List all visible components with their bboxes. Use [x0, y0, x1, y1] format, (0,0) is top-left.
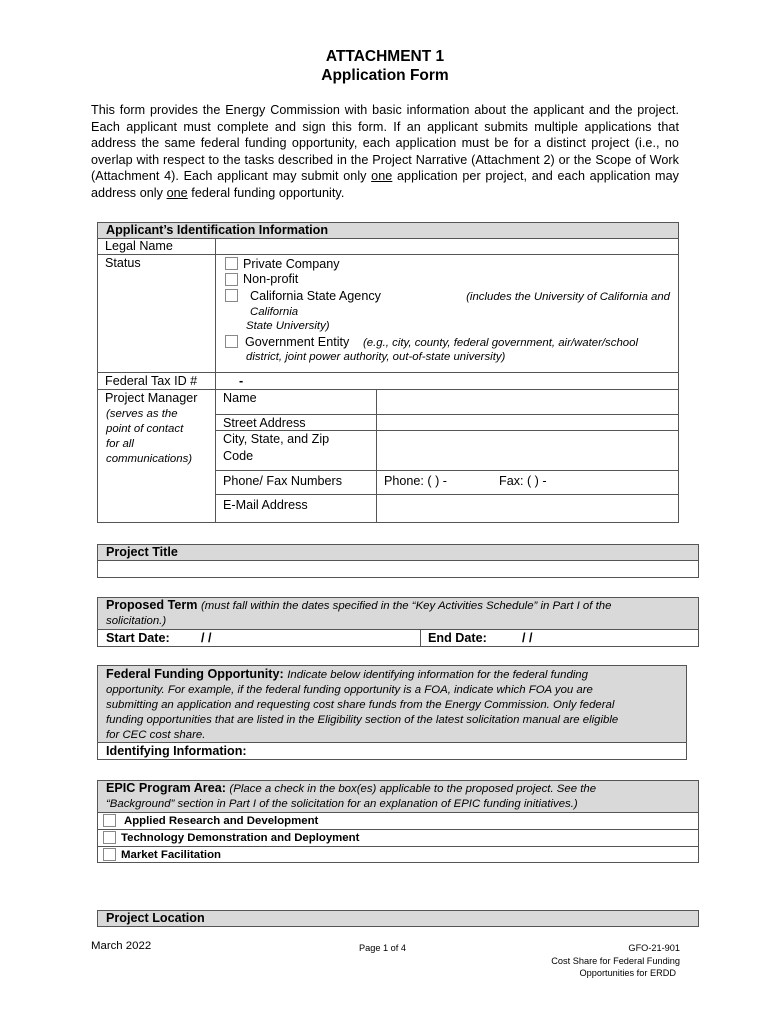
status-label: Status	[105, 256, 141, 270]
document-title: ATTACHMENT 1	[325, 48, 445, 65]
status-private-checkbox[interactable]	[225, 257, 238, 270]
pm-note-4: communications)	[106, 453, 193, 465]
tax-id-label: Federal Tax ID #	[105, 374, 198, 388]
applicant-col-divider	[215, 238, 216, 523]
federal-funding-line-3: submitting an application and requesting cost share funds from the Energy Commission. Only federal	[106, 699, 615, 711]
epic-applied-research-checkbox[interactable]	[103, 814, 116, 827]
federal-funding-line-2: opportunity. For example, if the federal funding opportunity is a FOA, indicate which FOA you are	[106, 684, 593, 696]
legal-name-field[interactable]	[217, 240, 677, 253]
government-note-2: district, joint power authority, out-of-state university)	[246, 351, 506, 363]
proposed-term-note-2: solicitation.)	[106, 615, 167, 627]
end-date-field[interactable]: / /	[522, 631, 533, 645]
epic-applied-research-label: Applied Research and Development	[124, 815, 319, 827]
epic-market-facilitation-label: Market Facilitation	[121, 849, 222, 861]
footer-code: GFO-21-901	[628, 943, 680, 953]
status-state-agency-checkbox[interactable]	[225, 289, 238, 302]
epic-tech-demo-label: Technology Demonstration and Deployment	[121, 832, 360, 844]
phone-fax-label: Phone/ Fax Numbers	[223, 474, 342, 488]
document-subtitle: Application Form	[321, 67, 449, 84]
proposed-term-dates-row	[97, 629, 699, 647]
status-government-label: Government Entity	[245, 335, 350, 349]
street-address-field[interactable]	[378, 416, 677, 429]
footer-desc-1: Cost Share for Federal Funding	[551, 956, 680, 966]
status-nonprofit-label: Non-profit	[243, 272, 299, 286]
identifying-info-label: Identifying Information:	[106, 744, 247, 758]
government-note-1: (e.g., city, county, federal government, air/water/school	[363, 337, 638, 349]
email-field[interactable]	[378, 496, 677, 521]
epic-line-1: EPIC Program Area: (Place a check in the box(es) applicable to the proposed project. See the	[106, 781, 597, 795]
project-title-field[interactable]	[97, 560, 699, 578]
status-private-label: Private Company	[243, 257, 340, 271]
status-government-checkbox[interactable]	[225, 335, 238, 348]
legal-name-label: Legal Name	[105, 239, 173, 253]
fax-field[interactable]: Fax: ( ) -	[499, 474, 547, 488]
project-location-heading: Project Location	[106, 911, 205, 925]
pm-name-label: Name	[223, 391, 257, 405]
status-nonprofit-checkbox[interactable]	[225, 273, 238, 286]
epic-tech-demo-checkbox[interactable]	[103, 831, 116, 844]
state-agency-note-3: State University)	[246, 320, 330, 332]
email-label: E-Mail Address	[223, 498, 308, 512]
intro-paragraph: This form provides the Energy Commission with basic information about the applicant and the project. Each applicant must complete and sign this form. If an applicant submits multiple applications that address the same federal funding opportunity, each application must be for a distinct project (i.e., no overlap with respect to the tasks described in the Project Narrative (Attachment 2) or the Scope of Work (Attachment 4). Each applicant may submit only one application per project, and each application may address only one federal funding opportunity.	[91, 103, 679, 200]
federal-funding-line-5: for CEC cost share.	[106, 729, 206, 741]
state-agency-note-1: (includes the University of California and	[466, 291, 670, 303]
phone-field[interactable]: Phone: ( ) -	[384, 474, 447, 488]
city-state-zip-label-1: City, State, and Zip	[223, 432, 330, 446]
proposed-term-line-1: Proposed Term (must fall within the dates specified in the “Key Activities Schedule” in Part I of the	[106, 598, 612, 612]
project-title-heading: Project Title	[106, 545, 178, 559]
start-date-label: Start Date:	[106, 631, 170, 645]
status-state-agency-label: California State Agency	[250, 289, 381, 303]
epic-market-facilitation-checkbox[interactable]	[103, 848, 116, 861]
pm-note-3: for all	[106, 438, 134, 450]
footer-date: March 2022	[91, 940, 152, 952]
city-state-zip-label-2: Code	[223, 449, 254, 463]
footer-page: Page 1 of 4	[359, 943, 406, 953]
federal-funding-line-4: funding opportunities that are listed in the Eligibility section of the latest solicitation manual are eligible	[106, 714, 619, 726]
start-date-field[interactable]: / /	[201, 631, 212, 645]
footer-desc-2: Opportunities for ERDD	[579, 968, 676, 978]
pm-note-2: point of contact	[106, 423, 184, 435]
city-state-zip-field[interactable]	[378, 432, 677, 469]
street-address-label: Street Address	[223, 416, 306, 430]
project-manager-label: Project Manager	[105, 391, 198, 405]
end-date-label: End Date:	[428, 631, 487, 645]
pm-note-1: (serves as the	[106, 408, 178, 420]
tax-id-field[interactable]: -	[239, 374, 244, 388]
applicant-heading: Applicant’s Identification Information	[106, 223, 329, 237]
federal-funding-line-1: Federal Funding Opportunity: Indicate below identifying information for the federal funding	[106, 667, 588, 681]
pm-name-field[interactable]	[378, 391, 677, 413]
epic-note-2: “Background” section in Part I of the solicitation for an explanation of EPIC funding initiatives.)	[106, 798, 578, 810]
state-agency-note-2: California	[250, 306, 299, 318]
project-title-header-bar	[97, 544, 699, 561]
